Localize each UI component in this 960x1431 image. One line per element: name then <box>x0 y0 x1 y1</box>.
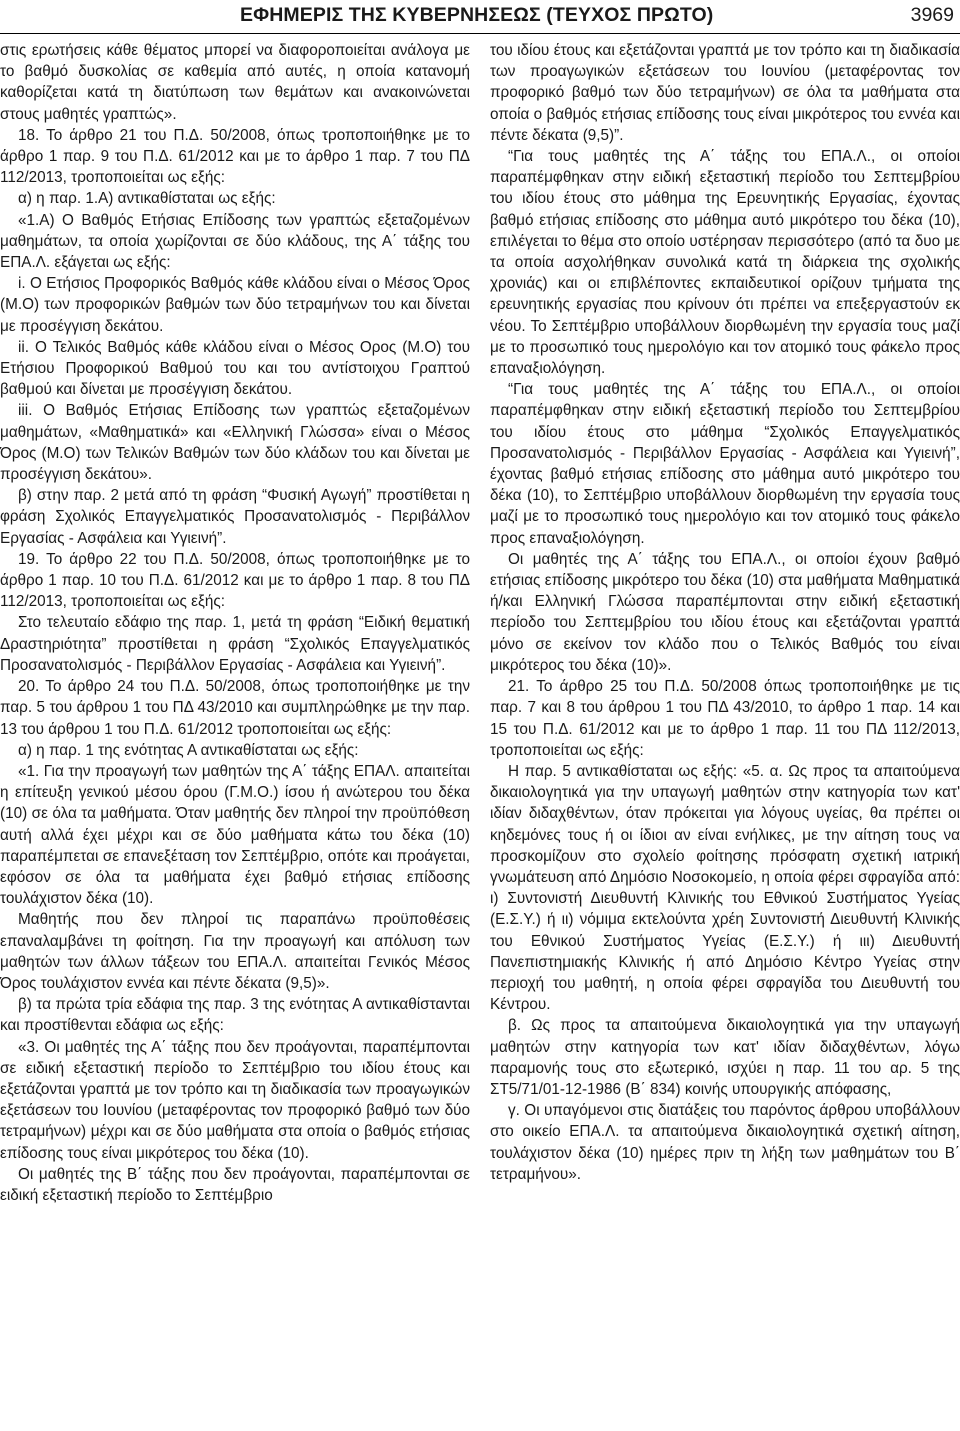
paragraph: iii. Ο Βαθμός Ετήσιας Επίδοσης των γραπτώς εξεταζομένων μαθημάτων, «Μαθηματικά» και «Ελληνική Γλώσσα» είναι ο Μέσος Όρος (Μ.Ο) των Τελικών Βαθμών των δύο κλάδων του και δίνεται με προσέγγιση δεκάτου». <box>0 402 470 484</box>
page-number: 3969 <box>910 4 954 26</box>
paragraph: β) τα πρώτα τρία εδάφια της παρ. 3 της ενότητας Α αντικαθίστανται και προστίθενται εδάφια ως εξής: <box>0 996 470 1035</box>
paragraph: του ιδίου έτους και εξετάζονται γραπτά με τον τρόπο και τη διαδικασία των προαγωγικών εξετάσεων του Ιουνίου (μεταφέροντας τον προφορικό βαθμό των δύο τετραμήνων) σε όλα τα μαθήματα στα οποία ο βαθμός ετήσιας επίδοσης τους είναι μικρότερος του εννέα και πέντε δέκατα (9,5)”. <box>490 42 960 144</box>
paragraph: Οι μαθητές της Β΄ τάξης που δεν προάγονται, παραπέμπονται σε ειδική εξεταστική περίοδο το Σεπτέμβριο <box>0 1165 470 1204</box>
page-header <box>0 0 960 32</box>
paragraph: «1. Για την προαγωγή των μαθητών της Α΄ τάξης ΕΠΑΛ. απαιτείται η επίτευξη γενικού μέσου όρου (Γ.Μ.Ο.) ίσου ή ανώτερου του δέκα (10) σε όλα τα μαθήματα. Όταν μαθητής δεν πληροί την προϋπόθεση αυτή αλλά έχει μέχρι και σε δύο μαθήματα κάτω του δέκα (10) παραπέμπεται σε επανεξέταση τον Σεπτέμβριο, οπότε και προάγεται, εφόσον σε όλα τα μαθήματα έχει βαθμό ετήσιας επίδοσης τουλάχιστον δέκα (10). <box>0 762 470 908</box>
paragraph: 21. Το άρθρο 25 του Π.Δ. 50/2008 όπως τροποποιήθηκε με τις παρ. 7 και 8 του άρθρου 1 του ΠΔ 43/2010, το άρθρο 1 παρ. 14 και 15 του Π.Δ. 61/2012 και με το άρθρο 1 παρ. 11 του ΠΔ 112/2013, τροποποιείται ως εξής: <box>490 678 960 759</box>
paragraph: 20. Το άρθρο 24 του Π.Δ. 50/2008, όπως τροποποιήθηκε με την παρ. 5 του άρθρου 1 του ΠΔ 43/2010 και συμπληρώθηκε με την παρ. 13 του άρθρου 1 του Π.Δ. 61/2012 τροποποιείται ως εξής: <box>0 678 470 738</box>
paragraph: 18. Το άρθρο 21 του Π.Δ. 50/2008, όπως τροποποιήθηκε με το άρθρο 1 παρ. 9 του Π.Δ. 61/2012 και με το άρθρο 1 παρ. 7 του ΠΔ 112/2013, τροποποιείται ως εξής: <box>0 126 470 187</box>
paragraph: α) η παρ. 1 της ενότητας Α αντικαθίσταται ως εξής: <box>18 741 359 759</box>
paragraph: Μαθητής που δεν πληροί τις παραπάνω προϋποθέσεις επαναλαμβάνει τη φοίτηση. Για την προαγωγή και απόλυση των μαθητών των άλλων τάξεων του ΕΠΑ.Λ. απαιτείται Γενικός Μέσος Όρος τουλάχιστον εννέα και πέντε δέκατα (9,5)». <box>0 911 470 992</box>
paragraph: 19. Το άρθρο 22 του Π.Δ. 50/2008, όπως τροποποιήθηκε με το άρθρο 1 παρ. 10 του Π.Δ. 61/2012 και με το άρθρο 1 παρ. 8 του ΠΔ 112/2013, τροποποιείται ως εξής: <box>0 550 470 611</box>
paragraph: γ. Οι υπαγόμενοι στις διατάξεις του παρόντος άρθρου υποβάλλουν στο οικείο ΕΠΑ.Λ. τα απαιτούμενα δικαιολογητικά σχετική αίτηση, τουλάχιστον δέκα (10) ημέρες πριν τη λήξη των μαθημάτων του Β΄ τετραμήνου». <box>490 1102 960 1183</box>
paragraph: στις ερωτήσεις κάθε θέματος μπορεί να διαφοροποιείται ανάλογα με το βαθμό δυσκολίας σε καθεμία από αυτές, η οποία κατανομή καθορίζεται κατά τη διατύπωση των θεμάτων και ανακοινώνεται στους μαθητές γραπτώς». <box>0 42 470 123</box>
journal-title: ΕΦΗΜΕΡΙΣ ΤΗΣ ΚΥΒΕΡΝΗΣΕΩΣ (ΤΕΥΧΟΣ ΠΡΩΤΟ) <box>240 4 714 26</box>
left-column <box>0 40 470 1428</box>
paragraph: β. Ως προς τα απαιτούμενα δικαιολογητικά για την υπαγωγή μαθητών στην κατηγορία των κατ' ιδίαν διδαχθέντων, λόγω παραμονής τους στο εξωτερικό, ισχύει η παρ. 11 του αρ. 5 της ΣΤ5/71/01-12-1986 (Β΄ 834) κοινής υπουργικής απόφασης, <box>490 1017 960 1098</box>
right-column <box>490 40 960 1428</box>
paragraph: «1.Α) Ο Βαθμός Ετήσιας Επίδοσης των γραπτώς εξεταζομένων μαθημάτων, τα οποία χωρίζονται σε δύο κλάδους, της Α΄ τάξης του ΕΠΑ.Λ. εξάγεται ως εξής: <box>0 211 470 272</box>
paragraph: β) στην παρ. 2 μετά από τη φράση “Φυσική Αγωγή” προστίθεται η φράση Σχολικός Επαγγελματικός Προσανατολισμός - Περιβάλλον Εργασίας - Ασφάλεια και Υγιεινή”. <box>0 487 470 547</box>
paragraph: Στο τελευταίο εδάφιο της παρ. 1, μετά τη φράση “Ειδική θεματική Δραστηριότητα” προστίθεται η φράση “Σχολικός Επαγγελματικός Προσανατολισμός - Περιβάλλον Εργασίας - Ασφάλεια και Υγιεινή”. <box>0 614 470 674</box>
paragraph: Οι μαθητές της Α΄ τάξης του ΕΠΑ.Λ., οι οποίοι έχουν βαθμό ετήσιας επίδοσης μικρότερο του δέκα (10) στα μαθήματα Μαθηματικά ή/και Ελληνική Γλώσσα παραπέμπονται στην ειδική εξεταστική περίοδο του Σεπτεμβρίου του ιδίου έτους και εξετάζονται γραπτά μόνο σε εκείνον τον κλάδο που ο Τελικός Βαθμός του είναι μικρότερος του δέκα (10)». <box>490 550 960 674</box>
paragraph: «3. Οι μαθητές της Α΄ τάξης που δεν προάγονται, παραπέμπονται σε ειδική εξεταστική περίοδο το Σεπτέμβριο του ιδίου έτους και εξετάζονται γραπτά με τον τρόπο και τη διαδικασία των προαγωγικών εξετάσεων του Ιουνίου (μεταφέροντας τον προφορικό βαθμό των δύο τετραμήνων) μέχρι και σε δύο μαθήματα στα οποία ο βαθμός ετήσιας επίδοσης τους είναι μικρότερος του δέκα (10). <box>0 1038 470 1162</box>
paragraph: “Για τους μαθητές της Α΄ τάξης του ΕΠΑ.Λ., οι οποίοι παραπέμφθηκαν στην ειδική εξεταστική περίοδο του Σεπτεμβρίου του ιδίου έτους στο μάθημα “Σχολικός Επαγγελματικός Προσανατολισμός - Περιβάλλον Εργασίας - Ασφάλεια και Υγιεινή”, έχοντας βαθμό ετήσιας επίδοσης στο μάθημα αυτό μικρότερο του δέκα (10), το Σεπτέμβριο υποβάλλουν διορθωμένη την εργασία τους μαζί με το προσωπικό τους ημερολόγιο και τον ατομικό τους φάκελο προς επαναξιολόγηση. <box>490 381 960 547</box>
header-divider <box>0 33 960 34</box>
paragraph: “Για τους μαθητές της Α΄ τάξης του ΕΠΑ.Λ., οι οποίοι παραπέμφθηκαν στην ειδική εξεταστική περίοδο του Σεπτεμβρίου του ιδίου έτους στο μάθημα της Ερευνητικής Εργασίας, έχοντας βαθμό ετήσιας επίδοσης στο μάθημα αυτό μικρότερο του δέκα (10), επιλέγεται το θέμα στο οποίο υστέρησαν περισσότερο (από τα δυο με τα οποία ασχολήθηκαν συνολικά κατά τη διάρκεια της σχολικής χρονιάς) και οι επιβλέποντες εκπαιδευτικοί ορίζουν τμήματα της ερευνητικής εργασίας που κρίνουν ότι πρέπει να επεξεργαστούν εκ νέου. Το Σεπτέμβριο υποβάλλουν διορθωμένη την εργασία τους μαζί με το προσωπικό τους ημερολόγιο και τον ατομικό τους φάκελο προς επαναξιολόγηση. <box>490 148 960 378</box>
paragraph: Η παρ. 5 αντικαθίσταται ως εξής: «5. α. Ως προς τα απαιτούμενα δικαιολογητικά για την υπαγωγή μαθητών στην κατηγορία των κατ' ιδίαν διδαχθέντων, όταν πρόκειται για λόγους υγείας, θα πρέπει οι κηδεμόνες τους ή οι ίδιοι αν είναι ενήλικες, με την αίτηση τους να προσκομίζουν στο σχολείο φοίτησης πρόσφατη σχετική ιατρική γνωμάτευση από Δημόσιο Νοσοκομείο, η οποία φέρει σφραγίδα από: ι) Συντονιστή Διευθυντή Κλινικής του Εθνικού Συστήματος Υγείας (Ε.Σ.Υ.) ή ιι) νόμιμα εκτελούντα χρέη Συντονιστή Διευθυντή Κλινικής του Εθνικού Συστήματος Υγείας (Ε.Σ.Υ.) ή ιιι) Διευθυντή Πανεπιστημιακής Κλινικής ή από Δημόσιο Κέντρο Υγείας στην περιοχή του μαθητή, η οποία φέρει σφραγίδα του Διευθυντή του Κέντρου. <box>490 762 960 1014</box>
paragraph: ii. Ο Τελικός Βαθμός κάθε κλάδου είναι ο Μέσος Ορος (Μ.Ο) του Ετήσιου Προφορικού Βαθμού του και του αντίστοιχου Γραπτού βαθμού και δίνεται με προσέγγιση δεκάτου. <box>0 338 470 399</box>
paragraph: i. Ο Ετήσιος Προφορικός Βαθμός κάθε κλάδου είναι ο Μέσος Όρος (Μ.Ο) των προφορικών βαθμών των δύο τετραμήνων του και δίνεται με προσέγγιση δεκάτου. <box>0 275 470 335</box>
paragraph: α) η παρ. 1.Α) αντικαθίσταται ως εξής: <box>18 190 276 208</box>
